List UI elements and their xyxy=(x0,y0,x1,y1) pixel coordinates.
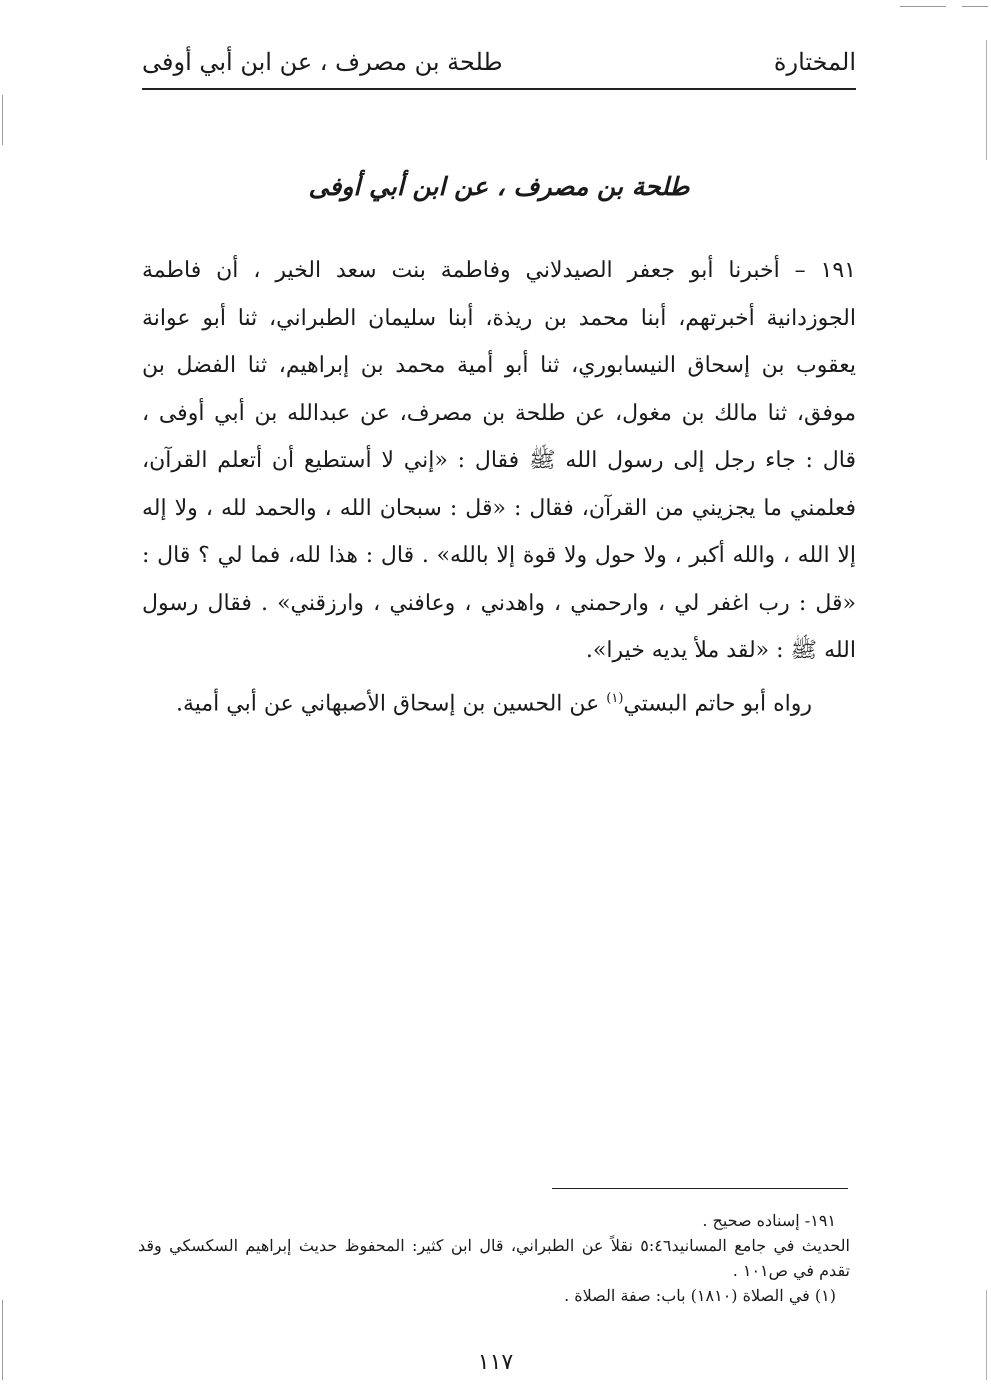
footnotes xyxy=(138,1208,850,1308)
header-book-title: المختارة xyxy=(773,48,856,76)
narration-before: رواه أبو حاتم البستي xyxy=(623,690,812,716)
header-divider xyxy=(142,88,856,90)
narration-line xyxy=(142,675,856,728)
narration-after: عن الحسين بن إسحاق الأصبهاني عن أبي أمية. xyxy=(175,690,607,716)
hadith-text: ١٩١ – أخبرنا أبو جعفر الصيدلاني وفاطمة بنت سعد الخير ، أن فاطمة الجوزدانية أخبرتهم، أبنا محمد بن ريذة، أبنا سليمان الطبراني، ثنا أبو عوانة يعقوب بن إسحاق النيسابوري، ثنا أبو أمية محمد بن إبراهيم، ثنا الفضل بن موفق، ثنا مالك بن مغول، عن طلحة بن مصرف، عن عبدالله بن أبي أوفى ، قال : جاء رجل إلى رسول الله ﷺ فقال : «إني لا أستطيع أن أتعلم القرآن، فعلمني ما يجزيني من القرآن، فقال : «قل : سبحان الله ، والحمد لله ، ولا إله إلا الله ، والله أكبر ، ولا حول ولا قوة إلا بالله» . قال : هذا لله، فما لي ؟ قال : «قل : رب اغفر لي ، وارحمني ، واهدني ، وعافني ، وارزقني» . فقال رسول الله ﷺ : «لقد ملأ يديه خيرا». xyxy=(142,258,856,663)
page-number: ١١٧ xyxy=(477,1350,514,1375)
footnote-marker: (١) xyxy=(606,690,624,706)
footnote-grading: ١٩١- إسناده صحيح . xyxy=(702,1211,836,1230)
footnote-source: الحديث في جامع المسانيد٥:٤٦ نقلاً عن الطبراني، قال ابن كثير: المحفوظ حديث إبراهيم السكسكي وقد تقدم في ص١٠١ . xyxy=(138,1236,851,1280)
footnote-reference: (١) في الصلاة (١٨١٠) باب: صفة الصلاة . xyxy=(564,1286,836,1305)
hadith-body xyxy=(142,247,856,727)
section-title: طلحة بن مصرف ، عن ابن أبي أوفى xyxy=(308,172,690,201)
footnote-divider xyxy=(552,1188,848,1189)
header-chapter-title: طلحة بن مصرف ، عن ابن أبي أوفى xyxy=(142,48,503,76)
running-header xyxy=(142,40,856,84)
scan-edge-mark xyxy=(986,40,987,160)
scan-edge-mark xyxy=(2,95,3,145)
scan-corner-mark xyxy=(900,6,946,7)
scan-corner-mark xyxy=(962,6,988,7)
